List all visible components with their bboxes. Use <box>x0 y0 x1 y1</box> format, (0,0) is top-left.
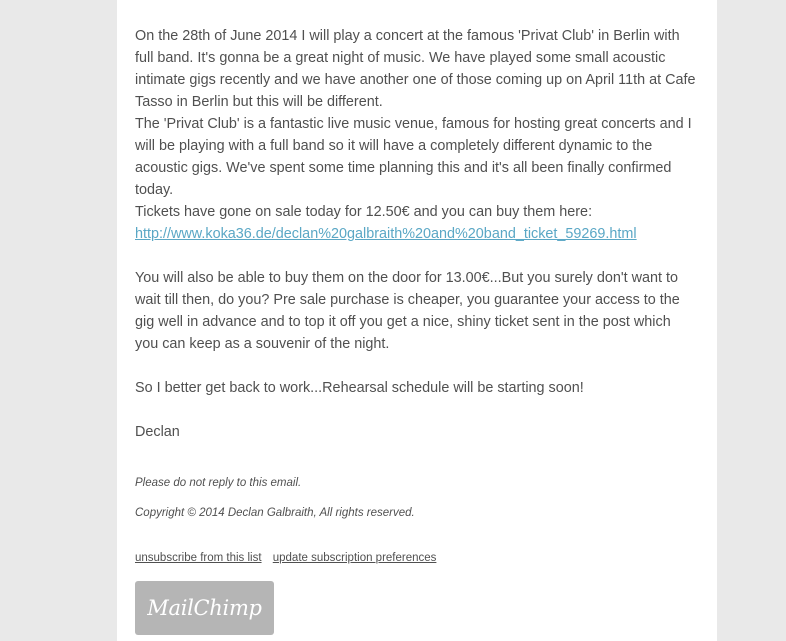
footer-links <box>135 550 444 566</box>
ticket-link[interactable]: http://www.koka36.de/declan%20galbraith%20and%20band_ticket_59269.html <box>135 226 637 242</box>
spacer <box>135 245 697 267</box>
email-card <box>117 0 717 641</box>
body-paragraph-tickets: Tickets have gone on sale today for 12.50€ and you can buy them here: <box>135 204 593 220</box>
body-paragraph-concert: On the 28th of June 2014 I will play a concert at the famous 'Privat Club' in Berlin with full band. It's gonna be a great night of music. We have played some small acoustic intimate gigs recently and we have another one of those coming up on April 11th at Cafe Tasso in Berlin but this will be different. <box>135 28 696 110</box>
signature: Declan <box>135 424 180 440</box>
ticket-link-line <box>135 223 697 245</box>
spacer <box>135 355 697 377</box>
body-paragraph-rehearsal: So I better get back to work...Rehearsal schedule will be starting soon! <box>135 380 584 396</box>
unsubscribe-link[interactable]: unsubscribe from this list <box>135 552 262 564</box>
mailchimp-logo-text: MailChimp <box>147 596 262 620</box>
body-paragraph-venue: The 'Privat Club' is a fantastic live music venue, famous for hosting great concerts and I will be playing with a full band so it will have a completely different dynamic to the acoustic gigs. We've spent some time planning this and it's all been finally confirmed today. <box>135 116 692 198</box>
spacer <box>135 399 697 421</box>
update-preferences-link[interactable]: update subscription preferences <box>272 552 437 564</box>
email-body <box>135 25 697 443</box>
no-reply-note: Please do not reply to this email. <box>135 477 302 489</box>
body-paragraph-door: You will also be able to buy them on the door for 13.00€...But you surely don't want to wait till then, do you? Pre sale purchase is cheaper, you guarantee your access to the gig well in advance and to top it off you get a nice, shiny ticket sent in the post which you can keep as a souvenir of the night. <box>135 270 680 352</box>
copyright-note: Copyright © 2014 Declan Galbraith, All rights reserved. <box>135 507 415 519</box>
mailchimp-badge[interactable] <box>135 581 274 635</box>
